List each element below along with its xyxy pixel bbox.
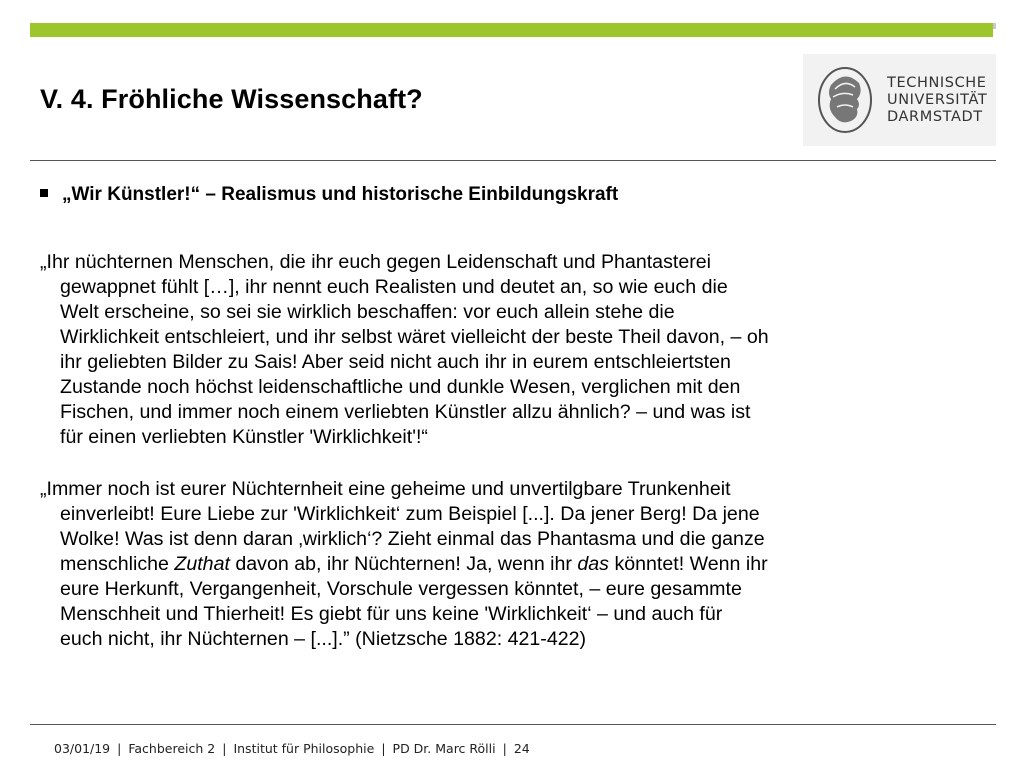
- quote-1-line: ihr geliebten Bilder zu Sais! Aber seid nicht auch ihr in eurem entschleiertsten: [60, 351, 731, 373]
- slide-title: V. 4. Fröhliche Wissenschaft?: [40, 84, 423, 114]
- quote-1-line: für einen verliebten Künstler 'Wirklichkeit'!“: [60, 426, 428, 448]
- quote-1-line: Welt erscheine, so sei sie wirklich beschaffen: vor euch allein stehe die: [60, 301, 675, 323]
- footer-separator: |: [222, 741, 227, 756]
- footer-institute: Institut für Philosophie: [233, 741, 375, 756]
- quote-2-line: einverleibt! Eure Liebe zur 'Wirklichkeit‘ zum Beispiel [...]. Da jener Berg! Da jene: [60, 503, 760, 525]
- footer-separator: |: [117, 741, 122, 756]
- logo-line-1: TECHNISCHE: [887, 74, 987, 91]
- quote-1-line: gewappnet fühlt […], ihr nennt euch Realisten und deutet an, so wie euch die: [60, 276, 728, 298]
- quote-2-line: euch nicht, ihr Nüchternen – [...].” (Nietzsche 1882: 421-422): [60, 628, 587, 650]
- footer-separator: |: [381, 741, 386, 756]
- footer-date: 03/01/19: [54, 741, 111, 756]
- quote-2-line: eure Herkunft, Vergangenheit, Vorschule vergessen könntet, – eure gesammte: [60, 578, 742, 600]
- square-bullet-icon: [40, 189, 48, 197]
- quote-1-line: Fischen, und immer noch einem verliebten Künstler allzu ähnlich? – und was ist: [60, 401, 751, 423]
- footer-author: PD Dr. Marc Rölli: [392, 741, 496, 756]
- athena-seal-icon: [817, 65, 873, 135]
- quote-paragraph-1: [40, 250, 1010, 450]
- footer-separator: |: [502, 741, 507, 756]
- university-logo: [803, 54, 996, 146]
- bullet-heading-text: „Wir Künstler!“ – Realismus und historische Einbildungskraft: [62, 184, 619, 205]
- quote-1-line: Zustande noch höchst leidenschaftliche und dunkle Wesen, verglichen mit den: [60, 376, 741, 398]
- quote-2-line-part: könntet! Wenn ihr: [614, 553, 768, 575]
- quote-2-line-part: davon ab, ihr Nüchternen! Ja, wenn ihr: [235, 553, 572, 575]
- quote-2-emphasis: Zuthat: [174, 553, 230, 575]
- quote-2-emphasis: das: [577, 553, 609, 575]
- quote-2-line: „Immer noch ist eurer Nüchternheit eine geheime und unvertilgbare Trunkenheit: [40, 478, 731, 500]
- bullet-heading: [40, 184, 618, 206]
- footer-department: Fachbereich 2: [128, 741, 216, 756]
- top-bar-accent: [30, 23, 993, 37]
- header-divider: [30, 160, 996, 161]
- quote-paragraph-2: [40, 477, 1010, 652]
- quote-2-line: Menschheit und Thierheit! Es giebt für uns keine 'Wirklichkeit‘ – und auch für: [60, 603, 723, 625]
- quote-1-line: „Ihr nüchternen Menschen, die ihr euch gegen Leidenschaft und Phantasterei: [40, 251, 711, 273]
- slide-footer: [54, 741, 530, 756]
- logo-line-3: DARMSTADT: [887, 108, 983, 125]
- page-number: 24: [513, 741, 530, 756]
- logo-line-2: UNIVERSITÄT: [887, 91, 988, 108]
- quote-2-line-part: menschliche: [60, 553, 169, 575]
- quote-2-line: Wolke! Was ist denn daran ‚wirklich‘? Zieht einmal das Phantasma und die ganze: [60, 528, 765, 550]
- footer-divider: [30, 724, 996, 725]
- quote-1-line: Wirklichkeit entschleiert, und ihr selbst wäret vielleicht der beste Theil davon, – oh: [60, 326, 769, 348]
